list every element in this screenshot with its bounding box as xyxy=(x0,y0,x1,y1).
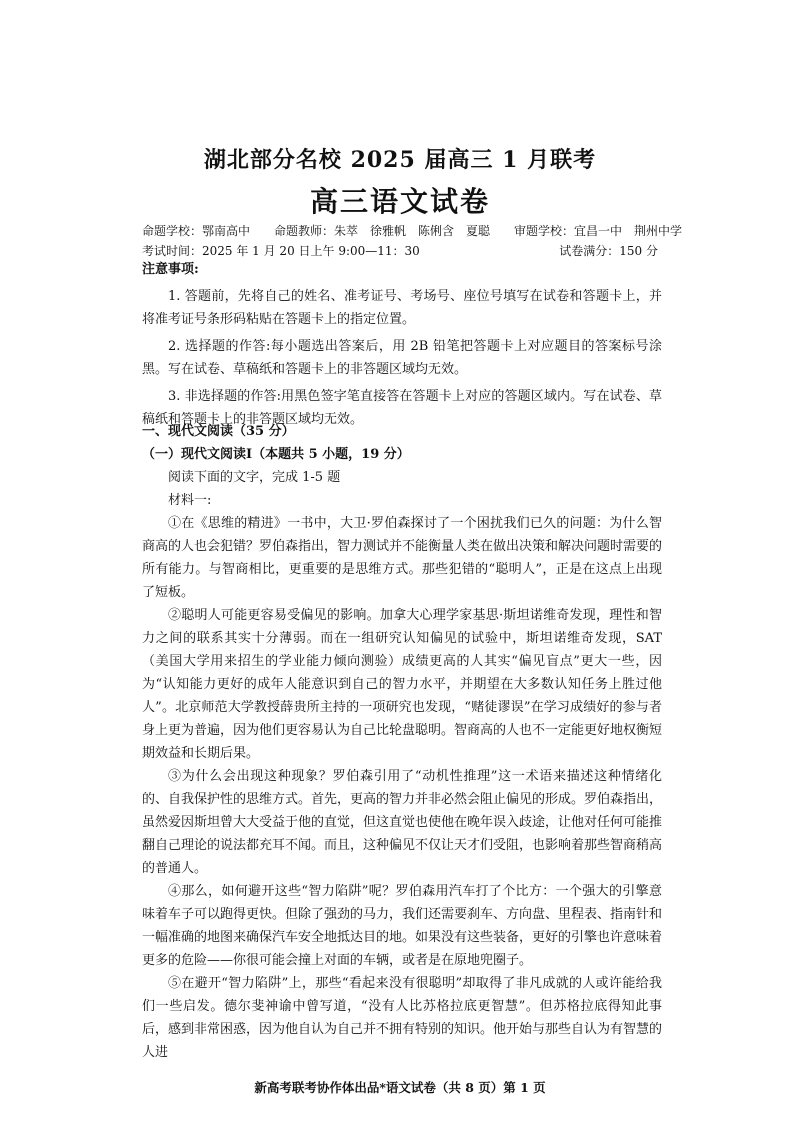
notice-item: 2. 选择题的作答:每小题选出答案后，用 2B 铅笔把答题卡上对应题目的答案标号涂黑。写在试卷、草稿纸和答题卡上的非答题区域均无效。 xyxy=(142,339,662,377)
notice-item: 1. 答题前，先将自己的姓名、准考证号、考场号、座位号填写在试卷和答题卡上，并将准考证号条形码粘贴在答题卡上的指定位置。 xyxy=(142,289,662,327)
paper-title: 高三语文试卷 xyxy=(309,185,490,218)
exam-meta-line2 xyxy=(142,242,658,259)
notice-block xyxy=(142,258,662,431)
reading-instruction: 阅读下面的文字，完成 1-5 题 xyxy=(168,470,341,485)
paragraph: ①在《思维的精进》一书中，大卫·罗伯森探讨了一个困扰我们已久的问题：为什么智商高的人也会犯错？罗伯森指出，智力测试并不能衡量人类在做出决策和解决问题时需要的所有能力。与智商相比，更重要的是思维方式。那些犯错的“聪明人”，正是在这点上出现了短板。 xyxy=(142,516,663,600)
section-reading xyxy=(142,420,662,1064)
paragraph: ④那么，如何避开这些“智力陷阱”呢？罗伯森用汽车打了个比方：一个强大的引擎意味着车子可以跑得更快。但除了强劲的马力，我们还需要刹车、方向盘、里程表、指南针和一幅准确的地图来确保汽车安全地抵达目的地。如果没有这些装备，更好的引擎也许意味着更多的危险——你很可能会撞上对面的车辆，或者是在原地兜圈子。 xyxy=(142,884,663,968)
exam-meta-line1: 命题学校：鄂南高中 命题教师：朱萃 徐雅帆 陈俐含 夏聪 审题学校：宜昌一中 荆州中学 xyxy=(142,224,683,238)
exam-title: 湖北部分名校 2025 届高三 1 月联考 xyxy=(203,147,597,173)
section-heading: 一、现代文阅读（35 分） xyxy=(142,424,295,439)
page-footer: 新高考联考协作体出品*语文试卷（共 8 页）第 1 页 xyxy=(254,1080,546,1095)
paragraph: ⑤在避开“智力陷阱”上，那些“看起来没有很聪明”却取得了非凡成就的人或许能给我们一些启发。德尔斐神谕中曾写道，“没有人比苏格拉底更智慧”。但苏格拉底得知此事后，感到非常困惑，因为他自认为自己并不拥有特别的知识。他开始与那些自认为有智慧的人进 xyxy=(142,976,663,1060)
material-label: 材料一: xyxy=(168,493,212,508)
exam-time: 考试时间：2025 年 1 月 20 日上午 9:00—11：30 xyxy=(142,244,420,258)
notice-item: 3. 非选择题的作答:用黑色签字笔直接答在答题卡上对应的答题区域内。写在试卷、草稿纸和答题卡上的非答题区域均无效。 xyxy=(142,389,662,427)
subsection-heading: （一）现代文阅读Ⅰ（本题共 5 小题，19 分） xyxy=(142,447,410,462)
paragraph: ②聪明人可能更容易受偏见的影响。加拿大心理学家基思·斯坦诺维奇发现，理性和智力之间的联系其实十分薄弱。而在一组研究认知偏见的试验中，斯坦诺维奇发现，SAT（美国大学用来招生的学业能力倾向测验）成绩更高的人其实“偏见盲点”更大一些，因为“认知能力更好的成年人能意识到自己的智力水平，并期望在大多数认知任务上胜过他人”。北京师范大学教授薛贵所主持的一项研究也发现，“赌徒谬误”在学习成绩好的参与者身上更为普遍，因为他们更容易认为自己比轮盘聪明。智商高的人也不一定能更好地权衡短期效益和长期后果。 xyxy=(142,608,663,761)
paragraph: ③为什么会出现这种现象？罗伯森引用了“动机性推理”这一术语来描述这种情绪化的、自我保护性的思维方式。首先，更高的智力并非必然会阻止偏见的形成。罗伯森指出，虽然爱因斯坦曾大大受益于他的直觉，但这直觉也使他在晚年误入歧途，让他对任何可能推翻自己理论的说法都充耳不闻。而且，这种偏见不仅让天才们受阻，也影响着那些智商稍高的普通人。 xyxy=(142,769,663,876)
notice-heading: 注意事项: xyxy=(142,262,199,277)
full-score: 试卷满分：150 分 xyxy=(559,244,658,258)
